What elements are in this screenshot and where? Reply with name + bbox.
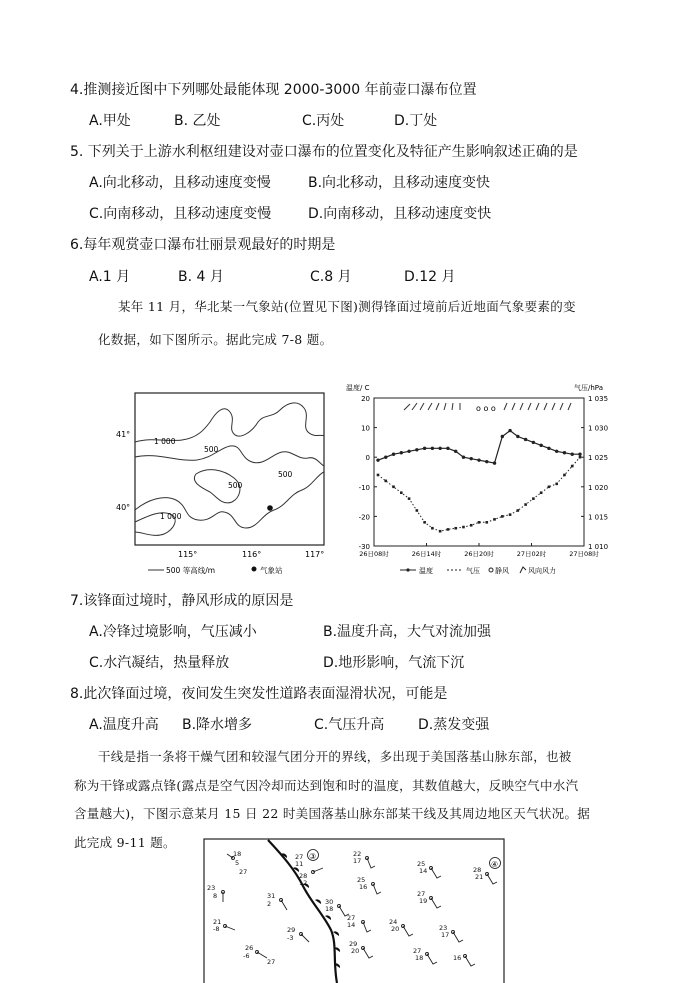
q7-option-c: C.水汽凝结，热量释放 <box>89 655 230 671</box>
stn-temp-21: 29 <box>349 940 358 948</box>
right-tick-label: 1 035 <box>588 395 609 403</box>
stn-temp-11: 30 <box>325 898 334 906</box>
temperature-point <box>470 457 473 460</box>
temperature-point <box>438 447 441 450</box>
stn-temp-19: 28 <box>473 866 482 874</box>
weather-elements-chart <box>344 380 620 580</box>
temperature-point <box>485 460 488 463</box>
pressure-point <box>423 521 426 524</box>
q5-option-a: A.向北移动，且移动速度变慢 <box>89 175 271 191</box>
intro-9-11-line-3: 含量越大)，下图示意某月 15 日 22 时美国落基山脉东部某干线及其周边地区天气状况。据 <box>74 806 591 821</box>
legend-wind-label: 风向风力 <box>528 567 556 575</box>
left-tick-label: -30 <box>358 543 370 551</box>
stn-temp-15: 25 <box>417 860 426 868</box>
temperature-point <box>407 450 410 453</box>
contour-line-middle <box>135 446 324 466</box>
temperature-point <box>578 453 581 456</box>
wind-barb-row <box>404 403 571 413</box>
pressure-point <box>571 465 574 468</box>
right-tick-label: 1 025 <box>588 454 609 463</box>
stn-dew-14: 16 <box>359 883 368 891</box>
intro-9-11-line-4: 此完成 9-11 题。 <box>74 835 176 850</box>
legend-temp-label: 温度 <box>419 567 433 575</box>
pressure-point <box>478 521 481 524</box>
right-tick-label: 1 015 <box>588 513 609 522</box>
pressure-point <box>454 527 457 530</box>
lon-label-116: 116° <box>242 550 262 559</box>
stn-dew-7: -3 <box>287 934 294 942</box>
pressure-point <box>400 491 403 494</box>
legend-contour-label: 500 等高线/m <box>166 566 216 575</box>
question-4-stem: 4.推测接近图中下列哪处最能体现 2000-3000 年前壶口瀑布位置 <box>70 82 477 98</box>
q8-option-c: C.气压升高 <box>314 717 385 733</box>
pressure-point <box>493 518 496 521</box>
stn-dew-11: 18 <box>325 905 334 913</box>
temperature-point <box>415 448 418 451</box>
legend-pressure-label: 气压 <box>466 567 480 575</box>
stn-temp-5: 27 <box>239 868 248 876</box>
stn-dew-22: 16 <box>453 954 462 962</box>
stn-temp-1: 18 <box>233 850 242 858</box>
stn-temp-4: 26 <box>245 944 254 952</box>
stn-temp-16: 27 <box>417 890 426 898</box>
svg-text:o o o: o o o <box>476 404 496 413</box>
temperature-point <box>524 438 527 441</box>
contour-label-1: 1 000 <box>154 437 176 446</box>
q6-option-c: C.8 月 <box>310 269 352 285</box>
stn-temp-7: 29 <box>287 926 296 934</box>
stn-dew-19: 21 <box>475 873 484 881</box>
stn-temp-17: 24 <box>389 918 398 926</box>
stn-dew-17: 20 <box>391 925 400 933</box>
contour-label-2: 500 <box>204 445 219 454</box>
left-axis-title: 温度/ C <box>346 384 370 392</box>
pressure-point <box>555 483 558 486</box>
q8-option-b: B.降水增多 <box>182 717 253 733</box>
dry-line-weather-map <box>203 838 505 983</box>
pressure-point <box>517 509 520 512</box>
left-tick-label: 20 <box>361 395 370 403</box>
temperature-point <box>376 458 379 461</box>
stn-dew-1: 5 <box>235 859 240 867</box>
intro-7-8-line-2: 化数据，如下图所示。据此完成 7-8 题。 <box>98 332 333 347</box>
stn-temp-13: 22 <box>353 850 362 858</box>
pressure-point <box>470 524 473 527</box>
pressure-point <box>563 474 566 477</box>
left-tick-label: 0 <box>365 454 370 463</box>
q4-option-b: B. 乙处 <box>174 113 221 129</box>
pressure-point <box>540 491 543 494</box>
intro-7-8-line-1: 某年 11 月，华北某一气象站(位置见下图)测得锋面过境前后近地面气象要素的变 <box>118 299 576 314</box>
pressure-point <box>485 521 488 524</box>
stn-dew-16: 19 <box>419 897 428 905</box>
stn-dew-9: 11 <box>295 860 304 868</box>
contour-label-3: 500 <box>228 481 243 490</box>
stn-temp-6: 31 <box>267 892 276 900</box>
stn-dew-13: 17 <box>353 857 362 865</box>
stn-dew-18: 17 <box>441 931 450 939</box>
contour-label-4: 500 <box>278 470 293 479</box>
stn-temp-18: 23 <box>439 924 448 932</box>
temperature-point <box>477 458 480 461</box>
x-tick-label: 26日08时 <box>359 550 389 558</box>
q6-option-d: D.12 月 <box>404 269 456 285</box>
temperature-point <box>508 429 511 432</box>
q5-option-b: B.向北移动，且移动速度变快 <box>308 175 491 191</box>
right-tick-label: 1 010 <box>588 543 609 551</box>
temperature-point <box>555 450 558 453</box>
temperature-point <box>423 447 426 450</box>
stn-dew-10: 12 <box>299 879 308 887</box>
left-tick-label: -10 <box>358 483 370 492</box>
temperature-point <box>501 435 504 438</box>
pressure-line <box>378 457 580 531</box>
right-tick-label: 1 030 <box>588 424 609 433</box>
stn-temp-8: 27 <box>267 958 276 966</box>
pressure-point <box>509 513 512 516</box>
legend-station-swatch <box>252 567 257 572</box>
q7-option-b: B.温度升高，大气对流加强 <box>323 624 492 640</box>
question-6-stem: 6.每年观赏壶口瀑布壮丽景观最好的时期是 <box>70 237 336 253</box>
stn-dew-2: 8 <box>213 892 218 900</box>
temperature-point <box>571 453 574 456</box>
pressure-point <box>447 528 450 531</box>
q8-option-a: A.温度升高 <box>89 717 159 733</box>
stn-temp-10: 28 <box>299 872 308 880</box>
temperature-point <box>547 447 550 450</box>
q4-option-d: D.丁处 <box>394 113 438 129</box>
intro-9-11-line-2: 称为干锋或露点锋(露点是空气因冷却而达到饱和时的温度，其数值越大，反映空气中水汽 <box>74 778 579 793</box>
legend-calm-label: 静风 <box>495 567 509 575</box>
pressure-point <box>408 497 411 500</box>
q7-option-d: D.地形影响，气流下沉 <box>323 655 465 671</box>
pressure-point <box>501 515 504 518</box>
marker-4: ④ <box>491 860 499 869</box>
pressure-point <box>416 509 419 512</box>
pressure-point <box>377 474 380 477</box>
temperature-point <box>392 453 395 456</box>
temperature-point <box>400 451 403 454</box>
stn-dew-20: 18 <box>415 954 424 962</box>
temperature-point <box>431 447 434 450</box>
x-tick-label: 26日14时 <box>411 550 442 558</box>
left-tick-label: -20 <box>358 513 370 522</box>
right-tick-label: 1 020 <box>588 483 609 492</box>
pressure-point <box>431 527 434 530</box>
q4-option-a: A.甲处 <box>89 113 131 129</box>
temperature-point <box>563 451 566 454</box>
legend-wind-swatch <box>520 567 526 573</box>
q6-option-a: A.1 月 <box>89 269 131 285</box>
stn-dew-6: 2 <box>267 900 272 908</box>
q4-option-c: C.丙处 <box>302 113 345 129</box>
q6-option-b: B. 4 月 <box>178 269 224 285</box>
q7-option-a: A.冷锋过境影响，气压减小 <box>89 624 257 640</box>
right-axis-title: 气压/hPa <box>574 384 603 392</box>
temperature-point <box>446 447 449 450</box>
x-tick-label: 26日20时 <box>464 550 494 558</box>
stn-temp-3: 21 <box>213 918 222 926</box>
station-location-map <box>112 382 334 582</box>
temperature-point <box>462 456 465 459</box>
stn-temp-9: 27 <box>295 853 304 861</box>
weather-station-dot <box>267 505 273 511</box>
temperature-point <box>384 456 387 459</box>
marker-3: ③ <box>309 852 317 861</box>
legend-calm-swatch <box>489 568 493 572</box>
intro-9-11-line-1: 干线是指一条将干燥气团和较湿气团分开的界线，多出现于美国落基山脉东部，也被 <box>98 749 572 764</box>
stn-dew-4: -6 <box>243 952 250 960</box>
q8-option-d: D.蒸发变强 <box>418 717 490 733</box>
pressure-point <box>462 526 465 529</box>
stn-temp-20: 27 <box>413 947 422 955</box>
pressure-point <box>384 480 387 483</box>
lon-label-115: 115° <box>178 550 198 559</box>
map-frame <box>135 393 324 545</box>
stn-dew-21: 20 <box>351 947 360 955</box>
stn-dew-12: 14 <box>347 921 356 929</box>
lon-label-117: 117° <box>305 550 325 559</box>
stn-dew-3: -8 <box>213 925 220 933</box>
temperature-point <box>539 444 542 447</box>
pressure-point <box>524 503 527 506</box>
stn-temp-14: 25 <box>357 876 366 884</box>
lat-label-41: 41° <box>116 430 131 439</box>
left-tick-label: 10 <box>361 424 370 433</box>
temperature-point <box>493 461 496 464</box>
temperature-point <box>532 441 535 444</box>
lat-label-40: 40° <box>116 503 131 512</box>
question-5-stem: 5. 下列关于上游水利枢纽建设对壶口瀑布的位置变化及特征产生影响叙述正确的是 <box>70 144 578 160</box>
temperature-point <box>454 450 457 453</box>
pressure-point <box>579 456 582 459</box>
question-8-stem: 8.此次锋面过境，夜间发生突发性道路表面湿滑状况，可能是 <box>70 686 448 702</box>
pressure-point <box>439 530 442 533</box>
stn-dew-15: 14 <box>419 867 428 875</box>
pressure-point <box>548 486 551 489</box>
legend-station-label: 气象站 <box>260 566 283 575</box>
temperature-point <box>516 435 519 438</box>
x-tick-label: 27日02时 <box>516 550 547 558</box>
pressure-point <box>392 486 395 489</box>
question-7-stem: 7.该锋面过境时，静风形成的原因是 <box>70 593 294 609</box>
pressure-point <box>532 497 535 500</box>
q5-option-d: D.向南移动，且移动速度变快 <box>308 206 492 222</box>
q5-option-c: C.向南移动，且移动速度变慢 <box>89 206 272 222</box>
stn-temp-12: 27 <box>347 914 356 922</box>
chart-plot-frame <box>374 398 584 546</box>
contour-label-5: 1 000 <box>160 512 182 521</box>
x-tick-label: 27日08时 <box>569 550 599 558</box>
stn-temp-2: 23 <box>207 884 216 892</box>
